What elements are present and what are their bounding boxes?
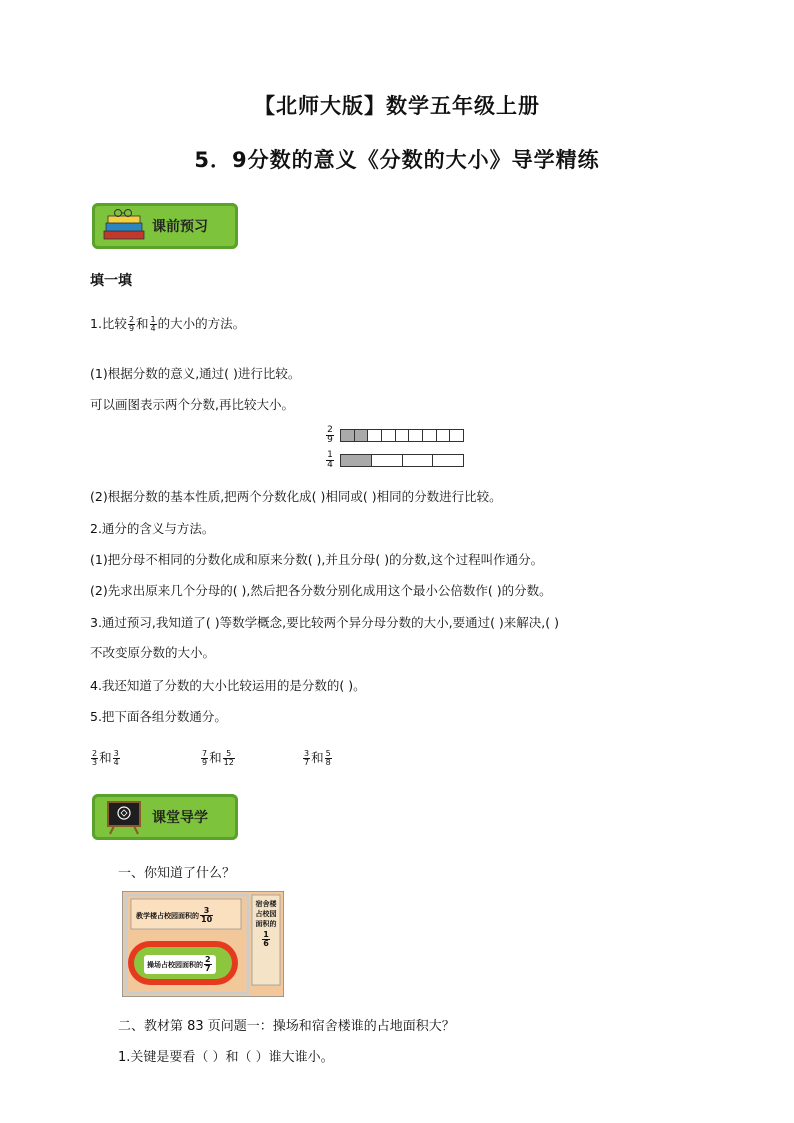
campus-plan: 教学楼占校园面积的 $\frac{3}{10}$ 宿舍楼 占校园 面积的 $\frac{1}{6}$ 操场占校园面积的 $\frac{2}{7}$ [122,891,284,997]
teaching-building-label: 教学楼占校园面积的 [136,911,199,920]
blackboard-icon [100,798,148,836]
question-3: 3.通过预习,我知道了( )等数学概念,要比较两个异分母分数的大小,要通过( )来解决,( ) [90,615,560,630]
bar-cell [403,455,434,466]
fraction-bar-diagram [326,426,464,470]
section-1: 一、你知道了什么？ [118,866,236,881]
bar-cell-filled [341,430,355,441]
fraction-label: 2 9 [327,425,333,445]
question-1: 1.比较 $\frac{2}{9}$ 和 $\frac{1}{4}$ 的大小的方法。 [90,315,246,333]
fraction-pair: $\frac{3}{7}$ 和 $\frac{5}{8}$ [304,749,331,767]
section-2: 二、教材第 83 页问题一：操场和宿舍楼谁的占地面积大？ [118,1019,455,1034]
playground-label: 操场占校园面积的 [147,960,203,969]
fraction-bar-1-4 [340,454,464,467]
question-2: 2.通分的含义与方法。 [90,521,215,536]
banner-label: 课前预习 [152,219,208,235]
section-2-1: 1.关键是要看（ ）和（ ）谁大谁小。 [118,1050,334,1065]
bar-cell-filled [341,455,372,466]
bar-cell [450,430,463,441]
banner-label: 课堂导学 [152,810,208,826]
bar-cell [409,430,423,441]
question-2-1: (1)把分母不相同的分数化成和原来分数( ),并且分母( )的分数,这个过程叫作通分。 [90,552,544,567]
bar-cell [382,430,396,441]
page-subtitle: 5．9分数的意义《分数的大小》导学精练 [194,148,600,172]
question-4: 4.我还知道了分数的大小比较运用的是分数的( )。 [90,678,366,693]
question-3-cont: 不改变原分数的大小。 [90,645,216,660]
fraction-pair: $\frac{7}{9}$ 和 $\frac{5}{12}$ [202,749,234,767]
bar-cell-filled [355,430,369,441]
dorm-label: 宿舍楼 占校园 面积的 $\frac{1}{6}$ [255,900,277,948]
question-1-note: 可以画图表示两个分数,再比较大小。 [90,397,294,412]
question-1-2: (2)根据分数的基本性质,把两个分数化成( )相同或( )相同的分数进行比较。 [90,489,502,504]
section-fill: 填一填 [90,273,132,289]
bar-cell [437,430,451,441]
page-title: 【北师大版】数学五年级上册 [254,94,540,118]
fraction: $\frac{1}{4}$ [150,315,156,333]
fraction: $\frac{2}{9}$ [128,315,135,333]
banner-classroom [92,794,238,840]
books-icon [100,207,148,245]
question-5: 5.把下面各组分数通分。 [90,709,227,724]
bar-cell [368,430,382,441]
fraction-bar-2-9 [340,429,464,442]
question-1-1: (1)根据分数的意义,通过( )进行比较。 [90,366,301,381]
question-2-2: (2)先求出原来几个分母的( ),然后把各分数分别化成用这个最小公倍数作( )的分数。 [90,583,552,598]
bar-cell [433,455,463,466]
fraction-label: 1 4 [327,450,333,470]
fraction-pair: $\frac{2}{3}$ 和 $\frac{3}{4}$ [92,749,119,767]
bar-cell [372,455,403,466]
bar-cell [423,430,437,441]
bar-cell [396,430,410,441]
banner-preview [92,203,238,249]
